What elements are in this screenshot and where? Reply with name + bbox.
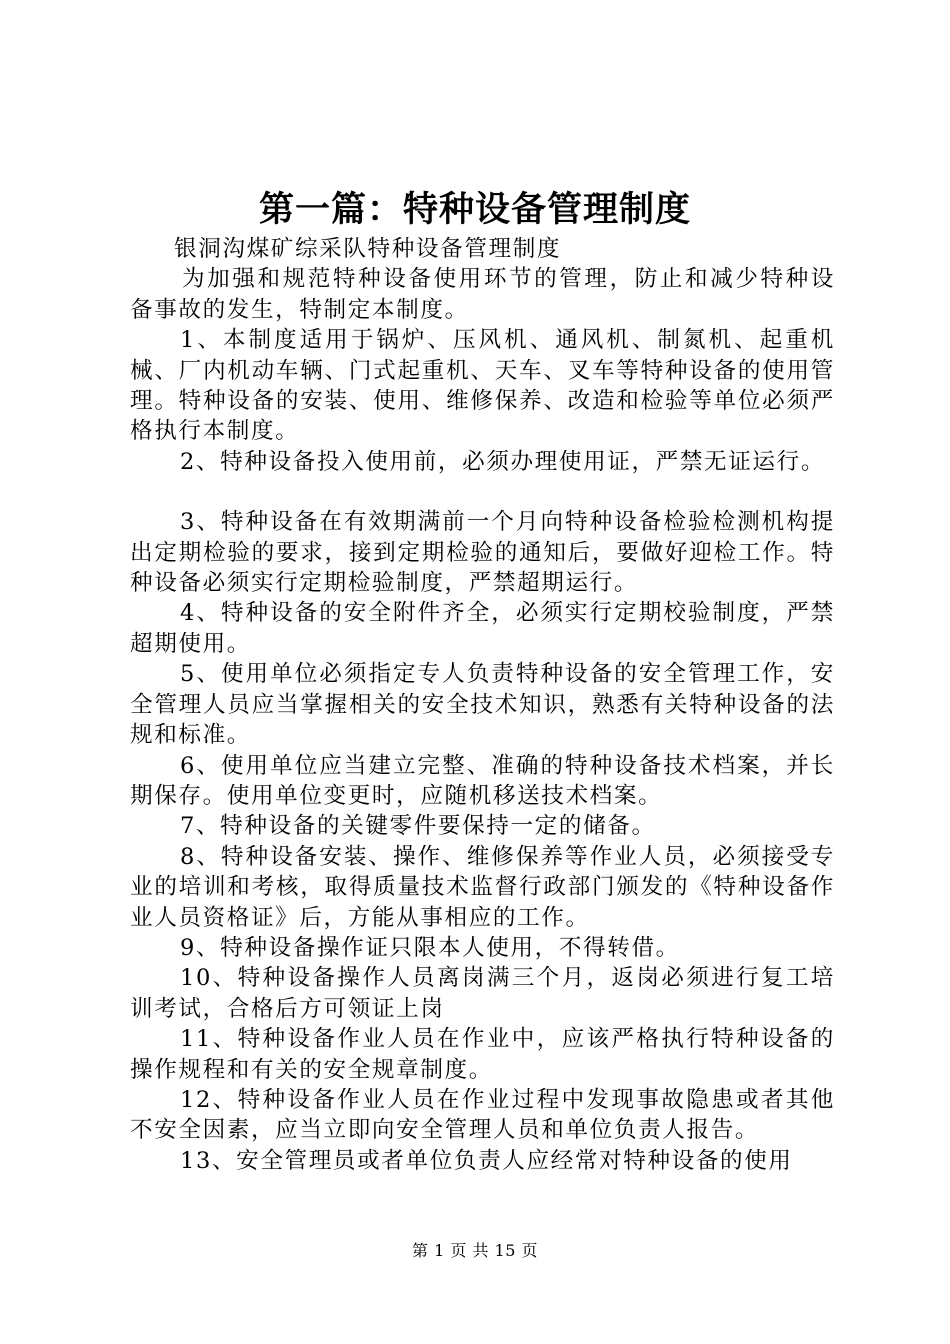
rule-item-5: 5、使用单位必须指定专人负责特种设备的安全管理工作，安全管理人员应当掌握相关的安全技术知识，熟悉有关特种设备的法规和标准。 <box>130 661 835 749</box>
rule-item-12: 12、特种设备作业人员在作业过程中发现事故隐患或者其他不安全因素，应当立即向安全管理人员和单位负责人报告。 <box>130 1086 835 1144</box>
paragraph-gap <box>130 477 835 507</box>
document-subtitle: 银洞沟煤矿综采队特种设备管理制度 <box>174 236 562 262</box>
rule-item-3: 3、特种设备在有效期满前一个月向特种设备检验检测机构提出定期检验的要求，接到定期检验的通知后，要做好迎检工作。特种设备必须实行定期检验制度，严禁超期运行。 <box>130 509 835 597</box>
rule-item-2: 2、特种设备投入使用前，必须办理使用证，严禁无证运行。 <box>180 448 826 475</box>
rule-item-7: 7、特种设备的关键零件要保持一定的储备。 <box>180 813 656 840</box>
document-title: 第一篇：特种设备管理制度 <box>258 189 691 230</box>
rule-item-13: 13、安全管理员或者单位负责人应经常对特种设备的使用 <box>180 1147 793 1174</box>
rule-item-11: 11、特种设备作业人员在作业中，应该严格执行特种设备的操作规程和有关的安全规章制度。 <box>130 1026 835 1083</box>
intro-paragraph: 为加强和规范特种设备使用环节的管理，防止和减少特种设备事故的发生，特制定本制度。 <box>130 266 835 323</box>
rule-item-1: 1、本制度适用于锅炉、压风机、通风机、制氮机、起重机械、厂内机动车辆、门式起重机、天车、叉车等特种设备的使用管理。特种设备的安装、使用、维修保养、改造和检验等单位必须严格执行本制度。 <box>130 327 835 445</box>
document-body <box>130 234 835 1176</box>
rule-item-10: 10、特种设备操作人员离岗满三个月，返岗必须进行复工培训考试，合格后方可领证上岗 <box>130 965 835 1022</box>
rule-item-9: 9、特种设备操作证只限本人使用，不得转借。 <box>180 934 680 961</box>
rule-item-4: 4、特种设备的安全附件齐全，必须实行定期校验制度，严禁超期使用。 <box>130 600 835 657</box>
page-number-footer: 第 1 页 共 15 页 <box>412 1241 538 1260</box>
rule-item-8: 8、特种设备安装、操作、维修保养等作业人员，必须接受专业的培训和考核，取得质量技术监督行政部门颁发的《特种设备作业人员资格证》后，方能从事相应的工作。 <box>130 843 835 931</box>
rule-item-6: 6、使用单位应当建立完整、准确的特种设备技术档案，并长期保存。使用单位变更时，应随机移送技术档案。 <box>130 752 835 809</box>
